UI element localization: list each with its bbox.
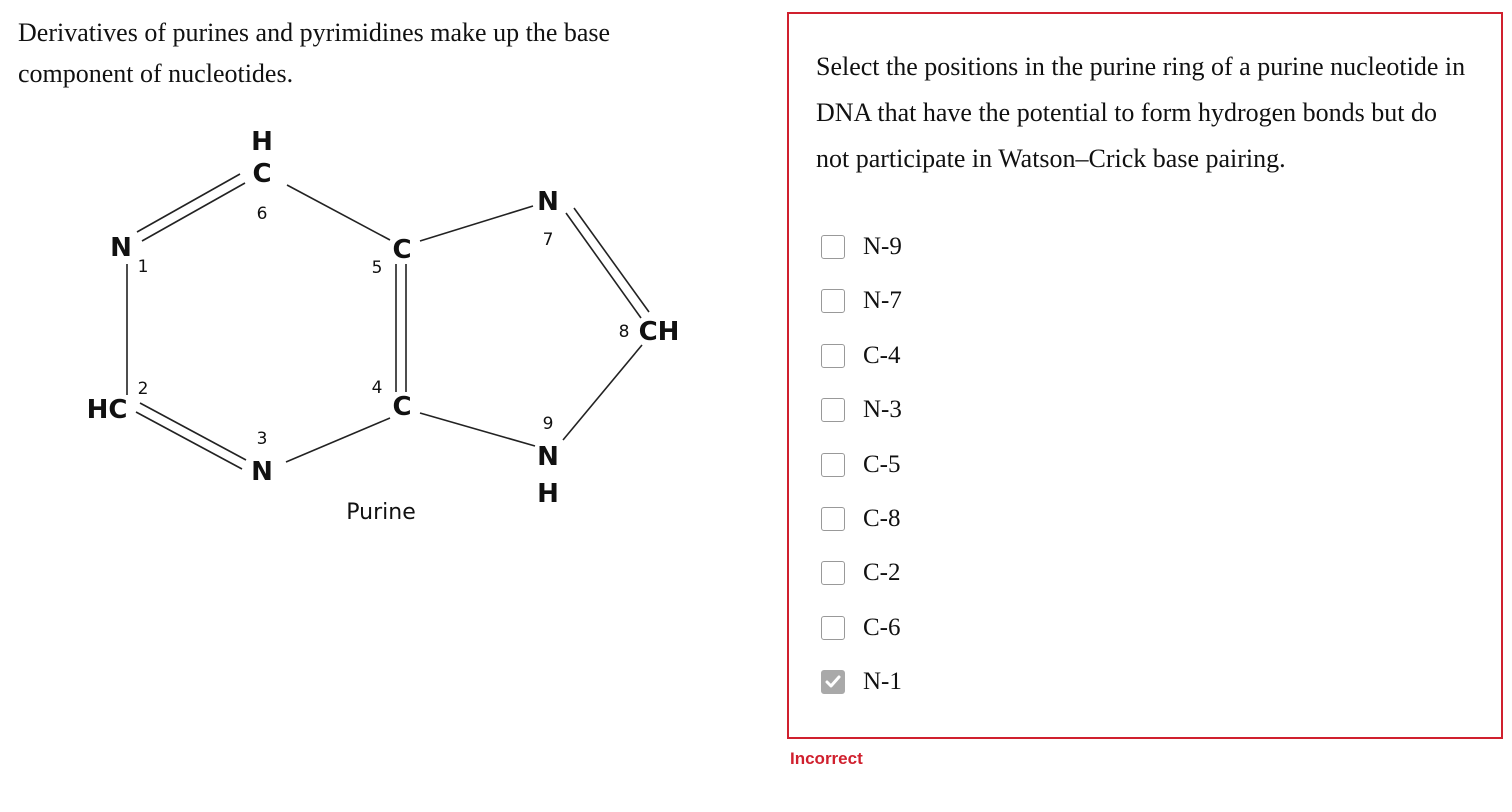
option-c-2[interactable] xyxy=(821,558,901,588)
option-label: C-2 xyxy=(863,559,901,587)
option-c-8[interactable] xyxy=(821,504,901,534)
atom-n3: N xyxy=(251,457,273,487)
position-9: 9 xyxy=(542,414,554,434)
position-4: 4 xyxy=(371,378,383,398)
bond-c6-c5 xyxy=(287,185,390,240)
checkmark-icon xyxy=(825,675,841,689)
bond-n7-c8-double xyxy=(574,208,649,312)
figure-caption: Purine xyxy=(346,500,416,525)
atom-c6: C xyxy=(252,159,272,189)
bond-c4-n3 xyxy=(286,418,390,462)
option-n-7[interactable] xyxy=(821,286,902,316)
intro-text: Derivatives of purines and pyrimidines make up the base component of nucleotides. xyxy=(18,18,611,88)
option-label: N-7 xyxy=(863,287,902,315)
checkbox[interactable] xyxy=(821,453,845,477)
checkbox[interactable] xyxy=(821,616,845,640)
position-8: 8 xyxy=(618,322,630,342)
question-box xyxy=(787,12,1503,739)
option-label: C-6 xyxy=(863,613,901,641)
option-label: N-1 xyxy=(863,668,902,696)
position-1: 1 xyxy=(137,257,149,277)
position-5: 5 xyxy=(371,258,383,278)
atom-n9: N xyxy=(537,442,559,472)
option-c-5[interactable] xyxy=(821,450,901,480)
option-c-4[interactable] xyxy=(821,341,901,371)
checkbox[interactable] xyxy=(821,561,845,585)
option-n-1[interactable] xyxy=(821,667,902,697)
checkbox[interactable] xyxy=(821,344,845,368)
checkbox[interactable] xyxy=(821,398,845,422)
option-c-6[interactable] xyxy=(821,613,901,643)
option-n-3[interactable] xyxy=(821,395,902,425)
position-6: 6 xyxy=(256,204,268,224)
atom-n1: N xyxy=(110,233,132,263)
option-label: C-8 xyxy=(863,505,901,532)
atom-c5: C xyxy=(392,235,412,265)
bonds xyxy=(127,174,649,469)
bond-c5-n7 xyxy=(420,206,533,241)
bond-n7-c8 xyxy=(566,213,641,318)
option-label: C-4 xyxy=(863,341,901,369)
purine-structure-figure xyxy=(0,0,760,540)
bond-n3-c2 xyxy=(140,403,246,460)
checkbox[interactable] xyxy=(821,507,845,531)
option-label: N-9 xyxy=(863,233,902,260)
bond-n3-c2-double xyxy=(136,412,242,469)
atom-h6: H xyxy=(251,127,273,157)
bond-n9-c4 xyxy=(420,413,535,446)
position-2: 2 xyxy=(137,379,149,399)
position-3: 3 xyxy=(256,429,268,449)
bond-n1-c6 xyxy=(137,174,240,232)
bond-c8-n9 xyxy=(563,345,642,440)
checkbox[interactable] xyxy=(821,235,845,259)
atom-c4: C xyxy=(392,392,412,422)
option-n-9[interactable] xyxy=(821,232,902,262)
position-7: 7 xyxy=(542,230,554,250)
atom-hc2: HC xyxy=(86,395,128,425)
atom-h9: H xyxy=(537,479,559,509)
checkbox[interactable] xyxy=(821,289,845,313)
atom-ch8: CH xyxy=(638,317,680,347)
atom-n7: N xyxy=(537,187,559,217)
checkbox-checked[interactable] xyxy=(821,670,845,694)
bond-n1-c6-double xyxy=(142,183,245,241)
option-label: N-3 xyxy=(863,396,902,424)
option-label: C-5 xyxy=(863,450,901,478)
question-prompt: Select the positions in the purine ring of a purine nucleotide in DNA that have the potential to form hydrogen bonds but do not participate in Watson–Crick base pairing. xyxy=(816,52,1466,173)
status-incorrect: Incorrect xyxy=(790,749,863,768)
